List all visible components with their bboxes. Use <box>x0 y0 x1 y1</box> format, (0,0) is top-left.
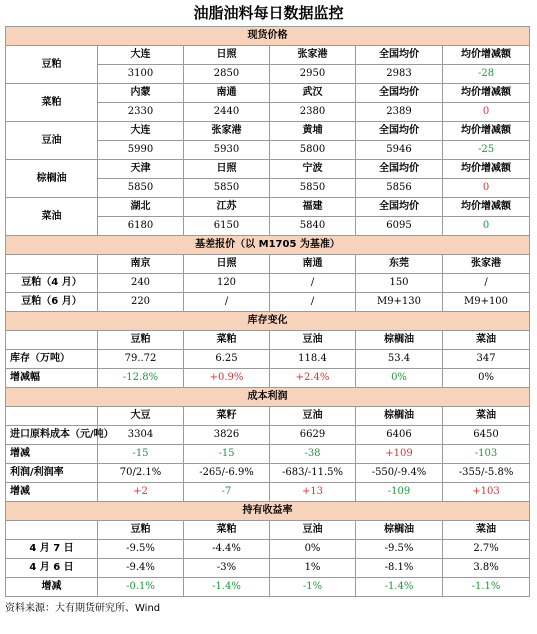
table-row <box>6 426 530 445</box>
table-row <box>6 198 530 217</box>
change-cell: +2 <box>98 483 184 502</box>
column-header: 菜油 <box>443 331 530 350</box>
section-cost <box>6 388 530 407</box>
table-cell: -683/-11.5% <box>270 464 356 483</box>
change-cell: -12.8% <box>98 369 184 388</box>
table-cell: / <box>184 293 270 312</box>
table-cell: 79..72 <box>98 350 184 369</box>
column-header: 菜籽 <box>184 407 270 426</box>
column-header: 全国均价 <box>356 46 443 65</box>
table-cell: -265/-6.9% <box>184 464 270 483</box>
table-row <box>6 559 530 578</box>
commodity-label: 菜粕 <box>6 84 98 122</box>
row-label: 利润/利润率 <box>6 464 98 483</box>
column-header: 全国均价 <box>356 84 443 103</box>
change-cell: -15 <box>184 445 270 464</box>
column-header: 全国均价 <box>356 198 443 217</box>
table-cell: 220 <box>98 293 184 312</box>
table-cell: 240 <box>98 274 184 293</box>
row-label: 豆粕（6 月） <box>6 293 98 312</box>
table-cell: 2850 <box>184 65 270 84</box>
change-cell: 0% <box>356 369 443 388</box>
data-table <box>5 26 530 597</box>
empty-cell <box>6 331 98 350</box>
table-cell: -4.4% <box>184 540 270 559</box>
table-row <box>6 274 530 293</box>
table-cell: 5800 <box>270 141 356 160</box>
table-row <box>6 255 530 274</box>
change-cell: +2.4% <box>270 369 356 388</box>
row-label: 豆粕（4 月） <box>6 274 98 293</box>
column-header: 东莞 <box>356 255 443 274</box>
table-cell: 3.8% <box>443 559 530 578</box>
column-header: 菜油 <box>443 521 530 540</box>
table-cell: 6095 <box>356 217 443 236</box>
column-header: 棕榈油 <box>356 331 443 350</box>
section-title: 基差报价（以 M1705 为基准） <box>6 236 530 255</box>
change-cell: +103 <box>443 483 530 502</box>
section-holding <box>6 502 530 521</box>
column-header: 均价增减额 <box>443 122 530 141</box>
row-label: 增减 <box>6 483 98 502</box>
column-header: 日照 <box>184 255 270 274</box>
column-header: 均价增减额 <box>443 46 530 65</box>
table-cell: -550/-9.4% <box>356 464 443 483</box>
table-cell: 2380 <box>270 103 356 122</box>
table-cell: -9.5% <box>98 540 184 559</box>
table-row <box>6 84 530 103</box>
column-header: 日照 <box>184 160 270 179</box>
table-row <box>6 407 530 426</box>
column-header: 湖北 <box>98 198 184 217</box>
section-basis <box>6 236 530 255</box>
table-cell: -9.5% <box>356 540 443 559</box>
change-cell: 0 <box>443 179 530 198</box>
section-inventory <box>6 312 530 331</box>
table-cell: 5850 <box>270 179 356 198</box>
table-cell: 347 <box>443 350 530 369</box>
section-title: 现货价格 <box>6 27 530 46</box>
change-cell: -1.4% <box>184 578 270 597</box>
table-cell: 2983 <box>356 65 443 84</box>
column-header: 日照 <box>184 46 270 65</box>
change-cell: +109 <box>356 445 443 464</box>
table-cell: 6629 <box>270 426 356 445</box>
change-cell: -0.1% <box>98 578 184 597</box>
table-row <box>6 46 530 65</box>
table-cell: -3% <box>184 559 270 578</box>
column-header: 棕榈油 <box>356 407 443 426</box>
change-cell: -28 <box>443 65 530 84</box>
change-cell: 0% <box>443 369 530 388</box>
column-header: 全国均价 <box>356 160 443 179</box>
column-header: 内蒙 <box>98 84 184 103</box>
table-cell: 70/2.1% <box>98 464 184 483</box>
row-label: 4 月 6 日 <box>6 559 98 578</box>
column-header: 大连 <box>98 46 184 65</box>
table-cell: 5990 <box>98 141 184 160</box>
column-header: 均价增减额 <box>443 84 530 103</box>
row-label: 增减 <box>6 445 98 464</box>
table-row <box>6 464 530 483</box>
column-header: 豆油 <box>270 407 356 426</box>
change-cell: -1% <box>270 578 356 597</box>
column-header: 武汉 <box>270 84 356 103</box>
table-cell: 6180 <box>98 217 184 236</box>
column-header: 江苏 <box>184 198 270 217</box>
table-cell: 6.25 <box>184 350 270 369</box>
column-header: 南京 <box>98 255 184 274</box>
table-row <box>6 122 530 141</box>
table-cell: 120 <box>184 274 270 293</box>
table-cell: 2389 <box>356 103 443 122</box>
column-header: 大豆 <box>98 407 184 426</box>
change-cell: -103 <box>443 445 530 464</box>
source-note: 资料来源：大有期货研究所、Wind <box>5 603 161 614</box>
column-header: 张家港 <box>270 46 356 65</box>
table-cell: 5930 <box>184 141 270 160</box>
column-header: 全国均价 <box>356 122 443 141</box>
section-title: 持有收益率 <box>6 502 530 521</box>
column-header: 天津 <box>98 160 184 179</box>
commodity-label: 豆粕 <box>6 46 98 84</box>
table-row <box>6 445 530 464</box>
change-cell: +0.9% <box>184 369 270 388</box>
column-header: 棕榈油 <box>356 521 443 540</box>
change-cell: -15 <box>98 445 184 464</box>
column-header: 南通 <box>184 84 270 103</box>
column-header: 菜油 <box>443 407 530 426</box>
table-cell: M9+130 <box>356 293 443 312</box>
row-label: 增减 <box>6 578 98 597</box>
table-cell: 6406 <box>356 426 443 445</box>
table-cell: 2950 <box>270 65 356 84</box>
column-header: 豆粕 <box>98 521 184 540</box>
column-header: 张家港 <box>184 122 270 141</box>
table-cell: / <box>443 274 530 293</box>
table-cell: 3304 <box>98 426 184 445</box>
section-title: 库存变化 <box>6 312 530 331</box>
column-header: 均价增减额 <box>443 160 530 179</box>
commodity-label: 棕榈油 <box>6 160 98 198</box>
column-header: 菜粕 <box>184 331 270 350</box>
empty-cell <box>6 521 98 540</box>
table-cell: 118.4 <box>270 350 356 369</box>
row-label: 进口原料成本（元/吨） <box>6 426 98 445</box>
table-cell: 3826 <box>184 426 270 445</box>
table-row <box>6 521 530 540</box>
change-cell: -25 <box>443 141 530 160</box>
column-header: 宁波 <box>270 160 356 179</box>
change-cell: -7 <box>184 483 270 502</box>
table-cell: 150 <box>356 274 443 293</box>
table-cell: 6450 <box>443 426 530 445</box>
row-label: 4 月 7 日 <box>6 540 98 559</box>
table-row <box>6 331 530 350</box>
change-cell: -109 <box>356 483 443 502</box>
table-row <box>6 160 530 179</box>
page-title: 油脂油料每日数据监控 <box>193 4 344 22</box>
table-cell: 5850 <box>184 179 270 198</box>
change-cell: -1.4% <box>356 578 443 597</box>
change-cell: -1.1% <box>443 578 530 597</box>
empty-cell <box>6 255 98 274</box>
table-cell: 2.7% <box>443 540 530 559</box>
table-cell: 6150 <box>184 217 270 236</box>
column-header: 大连 <box>98 122 184 141</box>
table-cell: -9.4% <box>98 559 184 578</box>
row-label: 库存（万吨） <box>6 350 98 369</box>
table-cell: 3100 <box>98 65 184 84</box>
table-cell: / <box>270 274 356 293</box>
section-spot <box>6 27 530 46</box>
table-cell: 5840 <box>270 217 356 236</box>
commodity-label: 菜油 <box>6 198 98 236</box>
column-header: 福建 <box>270 198 356 217</box>
table-cell: -8.1% <box>356 559 443 578</box>
column-header: 豆油 <box>270 521 356 540</box>
row-label: 增减幅 <box>6 369 98 388</box>
table-row <box>6 540 530 559</box>
table-row <box>6 578 530 597</box>
table-cell: 5946 <box>356 141 443 160</box>
section-title: 成本利润 <box>6 388 530 407</box>
table-row <box>6 350 530 369</box>
table-row <box>6 483 530 502</box>
column-header: 均价增减额 <box>443 198 530 217</box>
table-cell: / <box>270 293 356 312</box>
commodity-label: 豆油 <box>6 122 98 160</box>
change-cell: 0 <box>443 217 530 236</box>
table-cell: 0% <box>270 540 356 559</box>
change-cell: +13 <box>270 483 356 502</box>
table-row <box>6 293 530 312</box>
column-header: 豆油 <box>270 331 356 350</box>
column-header: 黄埔 <box>270 122 356 141</box>
table-cell: 2330 <box>98 103 184 122</box>
column-header: 南通 <box>270 255 356 274</box>
table-cell: 53.4 <box>356 350 443 369</box>
table-cell: 2440 <box>184 103 270 122</box>
table-cell: M9+100 <box>443 293 530 312</box>
change-cell: 0 <box>443 103 530 122</box>
change-cell: -38 <box>270 445 356 464</box>
table-cell: -355/-5.8% <box>443 464 530 483</box>
table-cell: 1% <box>270 559 356 578</box>
table-cell: 5856 <box>356 179 443 198</box>
table-cell: 5850 <box>98 179 184 198</box>
column-header: 豆粕 <box>98 331 184 350</box>
column-header: 张家港 <box>443 255 530 274</box>
empty-cell <box>6 407 98 426</box>
column-header: 菜粕 <box>184 521 270 540</box>
table-row <box>6 369 530 388</box>
